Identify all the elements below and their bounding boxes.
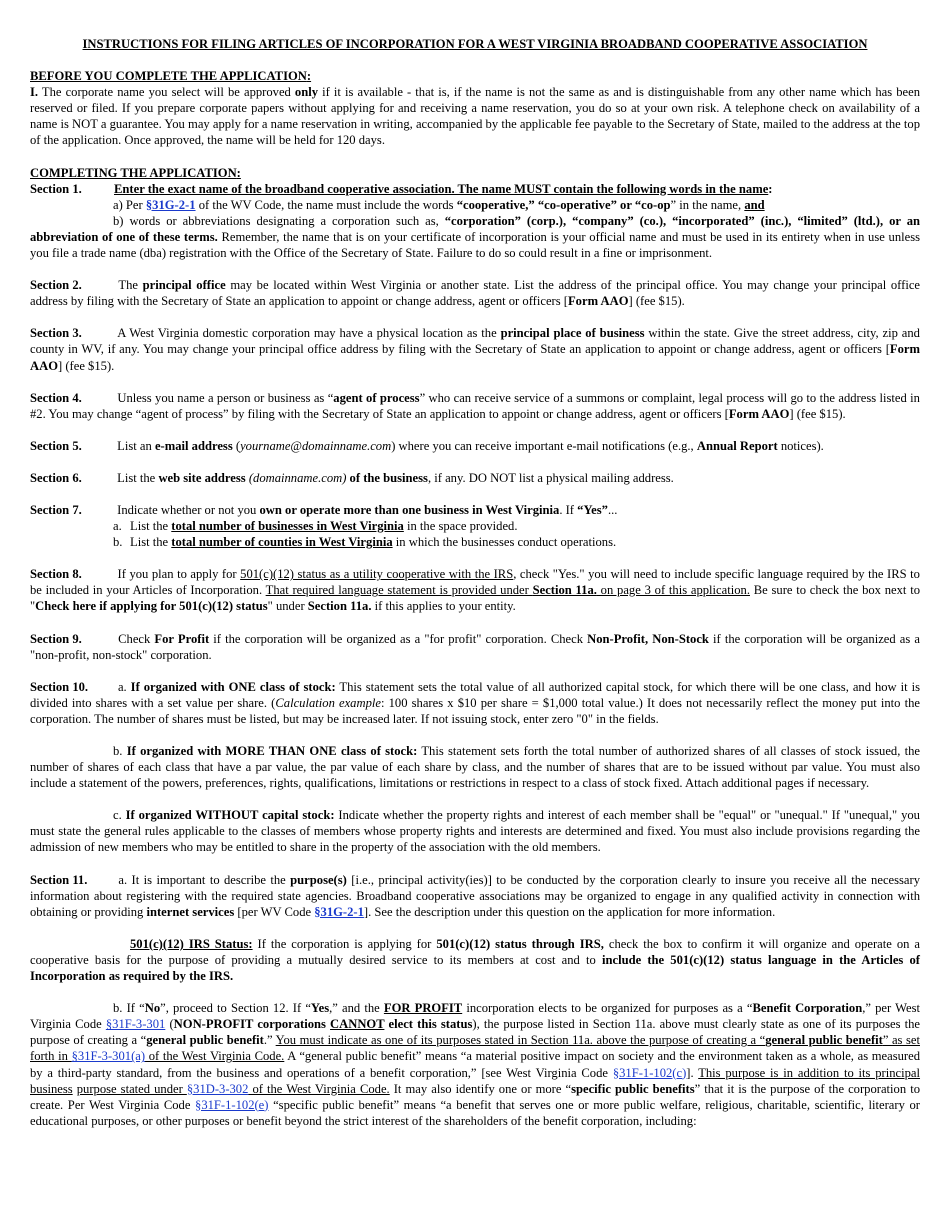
section-2: Section 2. The principal office may be located within West Virginia or another state. List the address of the principal office. You may change your principal office address by filing with the Secretary of State an application to appoint or change address, agent or officers [Form AAO] (fee $15). — [30, 278, 921, 309]
section-10-a: Section 10. a. If organized with ONE class of stock: This statement sets the total value of all authorized capital stock, for which there will be one class, and how it is divided into shares with a set value per share. (Calculation example: 100 shares x $10 per share = $1,000 total value.) It does not necessarily reflect the money put into the corporation. The number of shares must be listed, but may be increased later. If not issuing stock, enter zero "0" in the fields. — [30, 679, 921, 726]
section-5: Section 5. List an e-mail address (yourname@domainname.com) where you can receive important e-mail notifications (e.g., Annual Report notices). — [30, 438, 824, 453]
section-1-label: Section 1. — [30, 181, 82, 196]
before-section — [30, 68, 920, 84]
instructions-page — [30, 36, 920, 1129]
section-1-b: b) words or abbreviations designating a corporation such as, “corporation” (corp.), “company” (co.), “incorporated” (inc.), “limited” (ltd.), or an abbreviation of one of these terms. Remember, the name that is on your certificate of incorporation is your official name and must be used in its entirety when in use unless you file a trade name (dba) registration with the Office of the Secretary of State. Failure to do so could result in a fine or imprisonment. — [30, 213, 921, 261]
section-8: Section 8. If you plan to apply for 501(c)(12) status as a utility cooperative with the IRS, check "Yes." you will need to include specific language required by the IRS to be included in your Articles of Incorporation. That required language statement is provided under Section 11a. on page 3 of this application. Be sure to check the box next to "Check here if applying for 501(c)(12) status" under Section 11a. if this applies to your entity. — [30, 567, 920, 614]
before-paragraph: I. The corporate name you select will be approved only if it is available - that is, if the name is not the same as and is distinguishable from any other name which has been reserved or filed. If you prepare corporate papers without applying for and receiving a name reservation, you do so at your own risk. A telephone check on availability of a name is NOT a guarantee. You may apply for a name reservation in writing, accompanied by the applicable fee payable to the Secretary of State, mailed to the address at the top of the application. Once approved, the name will be held for 120 days. — [30, 85, 920, 148]
page-title: INSTRUCTIONS FOR FILING ARTICLES OF INCORPORATION FOR A WEST VIRGINIA BROADBAND COOPERATIVE ASSOCIATION — [82, 37, 868, 51]
wv-code-31g-2-1-link-2[interactable]: §31G-2-1 — [314, 904, 364, 919]
before-heading: BEFORE YOU COMPLETE THE APPLICATION: — [30, 69, 312, 84]
section-1: Section 1. Enter the exact name of the broadband cooperative association. The name MUST contain the following words in the name: — [30, 181, 773, 196]
section-11-irs-status: 501(c)(12) IRS Status: If the corporation is applying for 501(c)(12) status through IRS, check the box to confirm it will organize and operate on a cooperative basis for the purpose of providing a mutually desired service to its members at cost and to include the 501(c)(12) status language in the Articles of Incorporation as required by the IRS. — [30, 936, 920, 984]
wv-code-31f-1-102e-link[interactable]: §31F-1-102(e) — [195, 1097, 269, 1112]
wv-code-31f-3-301a-link[interactable]: §31F-3-301(a) — [71, 1049, 146, 1064]
wv-code-31f-1-102c-link[interactable]: §31F-1-102(c) — [612, 1065, 687, 1080]
completing-heading: COMPLETING THE APPLICATION: — [30, 165, 241, 180]
wv-code-31d-3-302-link[interactable]: §31D-3-302 — [186, 1081, 249, 1096]
section-9: Section 9. Check For Profit if the corporation will be organized as a "for profit" corporation. Check Non-Profit, Non-Stock if the corporation will be organized as a "non-profit, non-stock" corporation. — [30, 631, 920, 662]
section-1-a: a) Per §31G-2-1 of the WV Code, the name must include the words “cooperative,” “co-operative” or “co-op” in the name, and — [113, 197, 765, 212]
section-7: Section 7. Indicate whether or not you own or operate more than one business in West Virginia. If “Yes”... — [30, 502, 618, 517]
wv-code-31g-2-1-link[interactable]: §31G-2-1 — [145, 197, 196, 212]
section-7-b: b. List the total number of counties in West Virginia in which the businesses conduct operations. — [113, 535, 617, 550]
section-11-b: b. If “No”, proceed to Section 12. If “Yes,” and the FOR PROFIT incorporation elects to be organized for purposes as a “Benefit Corporation,” per West Virginia Code §31F-3-301 (NON-PROFIT corporations CANNOT elect this status), the purpose listed in Section 11a. above must clearly state as one of its purposes the purpose of creating a “general public benefit.” You must indicate as one of its purposes stated in Section 11a. above the purpose of creating a “general public benefit” as set forth in §31F-3-301(a) of the West Virginia Code. A “general public benefit” means “a material positive impact on society and the environment taken as a whole, as measured by a third-party standard, from the business and operations of a benefit corporation,” [see West Virginia Code §31F-1-102(c)]. This purpose is in addition to its principal business purpose stated under §31D-3-302 of the West Virginia Code. It may also identify one or more “specific public benefits” that it is the purpose of the corporation to create. Per West Virginia Code §31F-1-102(e) “specific public benefit” means “a benefit that serves one or more public welfare, religious, charitable, scientific, literary or educational purposes, or other purposes or benefit beyond the strict interest of the shareholders of the benefit corporation, including: — [30, 1001, 921, 1128]
section-4: Section 4. Unless you name a person or business as “agent of process” who can receive service of a summons or complaint, legal process will go to the address listed in #2. You may change “agent of process” by filing with the Secretary of State an application to appoint or change address, agent or officers [Form AAO] (fee $15). — [30, 390, 920, 421]
section-3: Section 3. A West Virginia domestic corporation may have a physical location as the principal place of business within the state. Give the street address, city, zip and county in WV, if any. You may change your principal office address by filing with the Secretary of State an application to appoint or change address, agent or officers [Form AAO] (fee $15). — [30, 326, 920, 373]
section-6: Section 6. List the web site address (domainname.com) of the business, if any. DO NOT list a physical mailing address. — [30, 470, 674, 485]
section-10-b: b. If organized with MORE THAN ONE class of stock: This statement sets forth the total number of authorized shares of all classes of stock issued, the number of shares of each class that have a par value, the par value of each share by class, and the number of shares that are to be issued without par value. You must also include a statement of the powers, preferences, rights, qualifications, limitations or restrictions in respect to a class of stock fixed. Attach additional pages if necessary. — [30, 744, 921, 791]
section-10-c: c. If organized WITHOUT capital stock: Indicate whether the property rights and interest of each member shall be "equal" or "unequal." If "unequal," you must state the general rules applicable to the classes of members whose property rights and interests are determined and fixed. You must also include provisions regarding the admission of new members who may be entitled to share in the property of the association with the old members. — [30, 808, 920, 855]
section-1-heading: Enter the exact name of the broadband cooperative association. The name MUST contain the following words in the name — [114, 181, 769, 196]
completing-section — [30, 165, 920, 181]
section-7-a: a. List the total number of businesses in West Virginia in the space provided. — [113, 519, 518, 534]
section-11-a: Section 11. a. It is important to describe the purpose(s) [i.e., principal activity(ies)] to be conducted by the corporation clearly to insure you receive all the necessary information about registering with the required state agencies. Broadband cooperative associations may be organized to engage in any qualified activity in connection with obtaining or providing internet services [per WV Code §31G-2-1]. See the description under this question on the application for more information. — [30, 872, 921, 919]
wv-code-31f-3-301-link[interactable]: §31F-3-301 — [105, 1017, 166, 1032]
